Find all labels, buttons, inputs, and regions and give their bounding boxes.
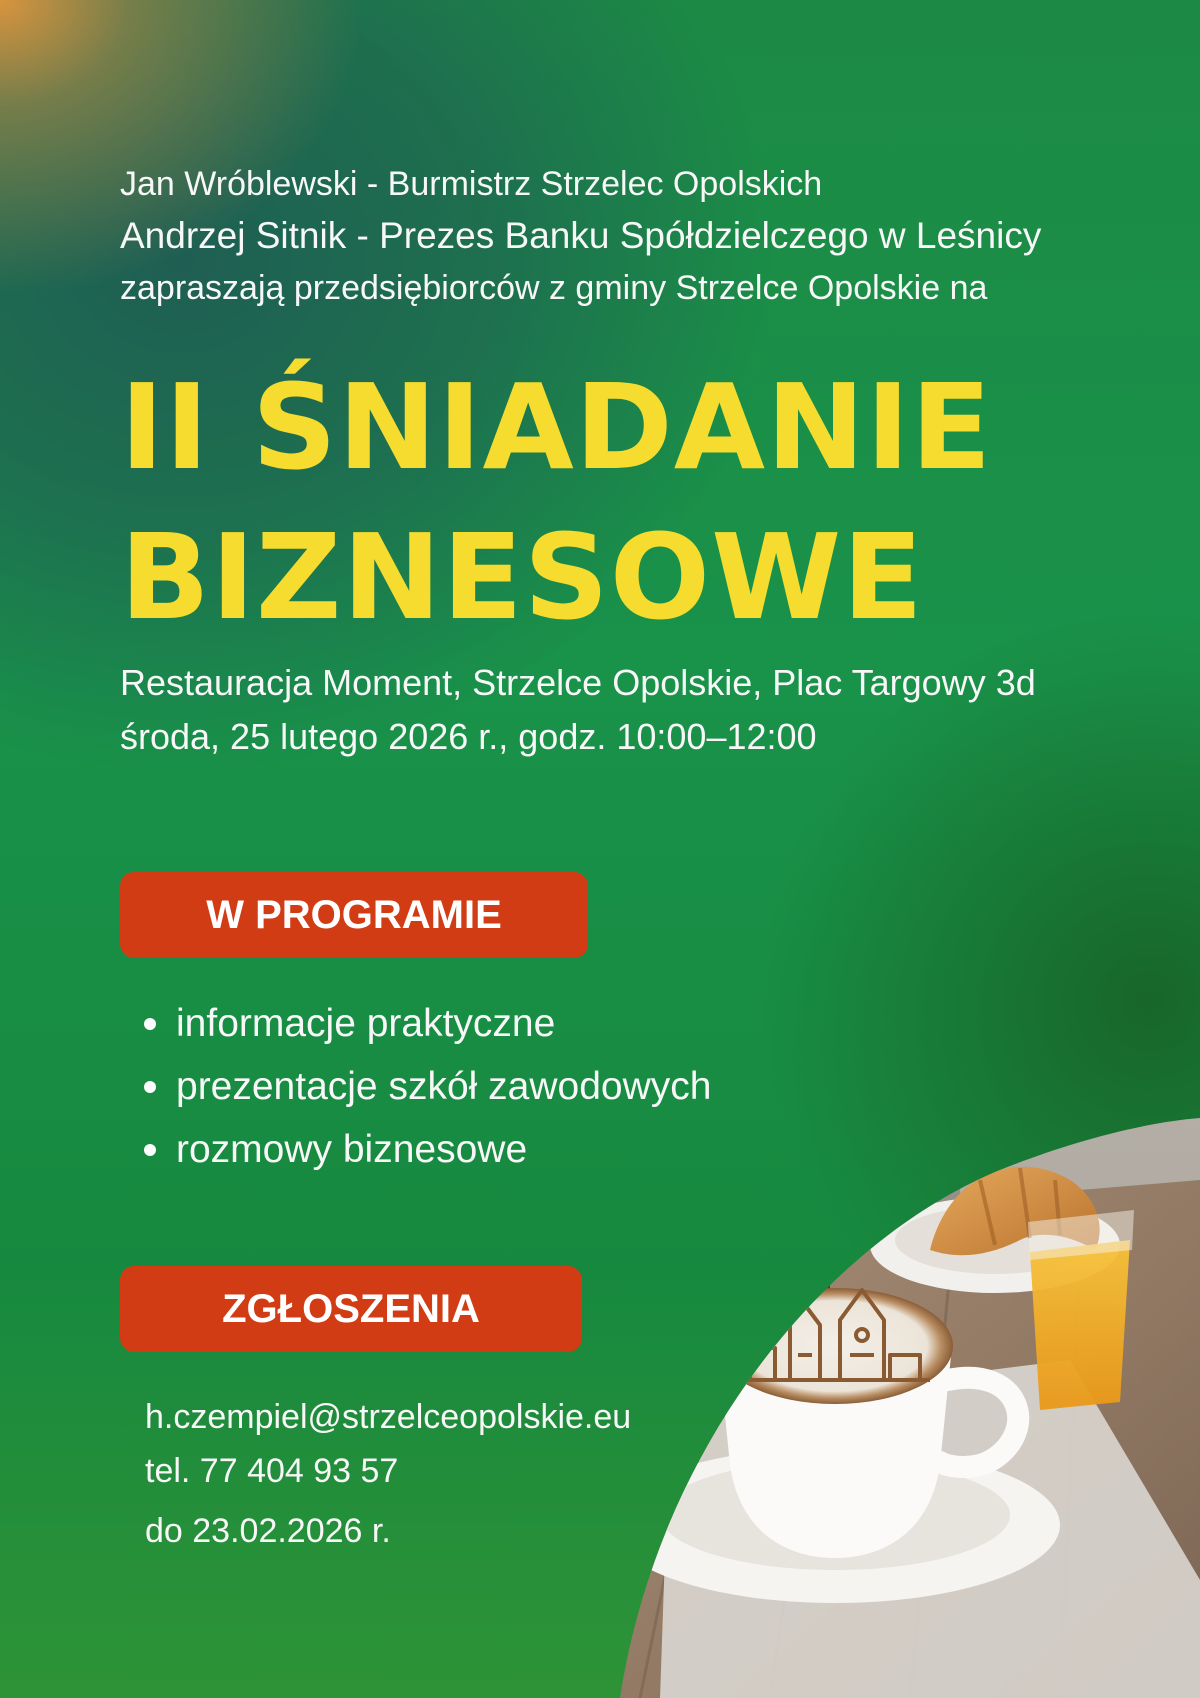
- program-item: [142, 992, 711, 1055]
- event-title-line-2: BIZNESOWE: [120, 508, 924, 646]
- signup-heading-badge: ZGŁOSZENIA: [120, 1266, 582, 1352]
- bullet-icon: [144, 1018, 156, 1030]
- invitation-text: zapraszają przedsiębiorców z gminy Strzelce Opolskie na: [120, 269, 988, 307]
- program-heading-badge: W PROGRAMIE: [120, 872, 588, 958]
- signup-deadline: do 23.02.2026 r.: [145, 1512, 391, 1550]
- contact-email[interactable]: h.czempiel@strzelceopolskie.eu: [145, 1398, 632, 1436]
- event-location: Restauracja Moment, Strzelce Opolskie, Plac Targowy 3d: [120, 662, 1036, 703]
- bullet-icon: [144, 1144, 156, 1156]
- event-title-line-1: II ŚNIADANIE: [120, 358, 993, 496]
- organizer-mayor: Jan Wróblewski - Burmistrz Strzelec Opolskich: [120, 165, 823, 203]
- signup-contact: [145, 1390, 631, 1558]
- program-item-label: prezentacje szkół zawodowych: [176, 1064, 712, 1108]
- program-item-label: rozmowy biznesowe: [176, 1127, 528, 1171]
- event-details: [120, 656, 1036, 764]
- contact-phone[interactable]: tel. 77 404 93 57: [145, 1452, 399, 1490]
- coffee-breakfast-photo: [600, 1110, 1200, 1698]
- organizer-bank-president: Andrzej Sitnik - Prezes Banku Spółdzielczego w Leśnicy: [120, 215, 1042, 256]
- program-item-label: informacje praktyczne: [176, 1001, 556, 1045]
- program-item: [142, 1055, 711, 1118]
- bullet-icon: [144, 1081, 156, 1093]
- event-title: [120, 352, 992, 652]
- event-datetime: środa, 25 lutego 2026 r., godz. 10:00–12:00: [120, 716, 817, 757]
- organizers-intro: [120, 158, 1041, 314]
